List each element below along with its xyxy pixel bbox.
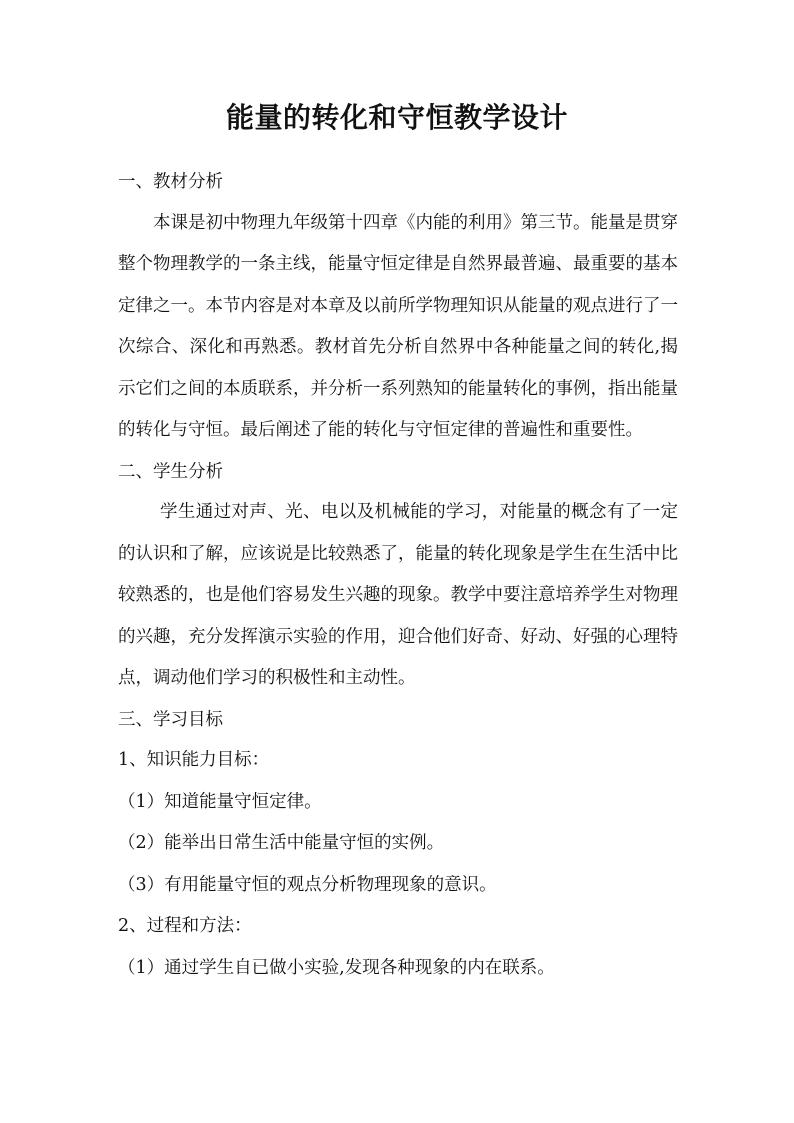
section-heading-learning-goals: 三、学习目标 xyxy=(118,709,223,730)
section-heading-student-analysis: 二、学生分析 xyxy=(118,461,223,482)
paragraph-student-analysis: 学生通过对声、光、电以及机械能的学习，对能量的概念有了一定的认识和了解，应该说是比较熟悉了，能量的转化现象是学生在生活中比较熟悉的，也是他们容易发生兴趣的现象。教学中要注意培养学生对物理的兴趣，充分发挥演示实验的作用，迎合他们好奇、好动、好强的心理特点，调动他们学习的积极性和主动性。 xyxy=(118,502,678,688)
goal-heading-process: 2、过程和方法： xyxy=(118,916,252,936)
goal-item: （1）通过学生自已做小实验,发现各种现象的内在联系。 xyxy=(118,957,555,978)
document-title: 能量的转化和守恒教学设计 xyxy=(225,101,568,134)
goal-heading-knowledge: 1、知识能力目标： xyxy=(118,750,270,770)
document-body xyxy=(118,162,678,989)
goal-item: （2）能举出日常生活中能量守恒的实例。 xyxy=(118,833,445,853)
section-heading-textbook-analysis: 一、教材分析 xyxy=(118,172,223,192)
goal-item: （3）有用能量守恒的观点分析物理现象的意识。 xyxy=(118,874,497,895)
goal-item: （1）知道能量守恒定律。 xyxy=(118,791,322,812)
paragraph-textbook-analysis: 本课是初中物理九年级第十四章《内能的利用》第三节。能量是贯穿整个物理教学的一条主线，能量守恒定律是自然界最普遍、最重要的基本定律之一。本节内容是对本章及以前所学物理知识从能量的观点进行了一次综合、深化和再熟悉。教材首先分析自然界中各种能量之间的转化,揭示它们之间的本质联系，并分析一系列熟知的能量转化的事例，指出能量的转化与守恒。最后阐述了能的转化与守恒定律的普遍性和重要性。 xyxy=(118,212,678,440)
